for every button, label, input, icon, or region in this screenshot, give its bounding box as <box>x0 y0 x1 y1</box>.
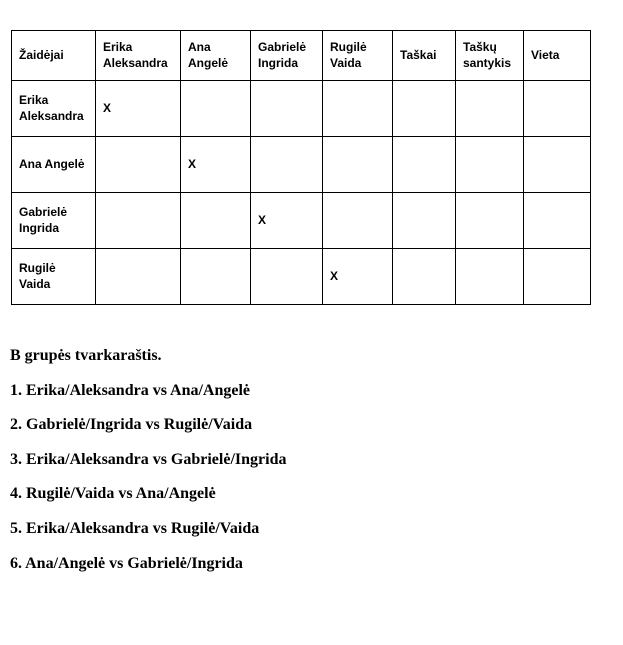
result-cell: X <box>323 249 393 305</box>
place-cell <box>524 81 591 137</box>
result-cell <box>181 193 251 249</box>
schedule-item-1: 1. Erika/Aleksandra vs Ana/Angelė <box>10 381 251 399</box>
header-place: Vieta <box>524 31 591 81</box>
result-cell <box>96 137 181 193</box>
place-cell <box>524 137 591 193</box>
header-points-ratio: Taškų santykis <box>456 31 524 81</box>
player-name-cell: Gabrielė Ingrida <box>12 193 96 249</box>
header-gabriele-ingrida: Gabrielė Ingrida <box>251 31 323 81</box>
result-cell <box>251 249 323 305</box>
schedule-title: B grupės tvarkaraštis. <box>10 347 162 364</box>
result-cell <box>181 81 251 137</box>
result-cell <box>96 193 181 249</box>
header-erika-aleksandra: Erika Aleksandra <box>96 31 181 81</box>
header-points: Taškai <box>393 31 456 81</box>
header-ana-angele: Ana Angelė <box>181 31 251 81</box>
points-cell <box>393 193 456 249</box>
schedule-item-3: 3. Erika/Aleksandra vs Gabrielė/Ingrida <box>10 450 287 468</box>
table-row-erika-aleksandra <box>12 81 591 137</box>
result-cell <box>96 249 181 305</box>
place-cell <box>524 249 591 305</box>
result-cell <box>181 249 251 305</box>
table-row-ana-angele <box>12 137 591 193</box>
points-ratio-cell <box>456 81 524 137</box>
result-cell: X <box>181 137 251 193</box>
header-players: Žaidėjai <box>12 31 96 81</box>
result-cell: X <box>251 193 323 249</box>
result-cell <box>323 137 393 193</box>
result-cell <box>251 137 323 193</box>
player-name-cell: Erika Aleksandra <box>12 81 96 137</box>
table-header-row <box>12 31 591 81</box>
points-cell <box>393 249 456 305</box>
schedule-item-2: 2. Gabrielė/Ingrida vs Rugilė/Vaida <box>10 416 253 434</box>
header-rugile-vaida: Rugilė Vaida <box>323 31 393 81</box>
result-cell <box>323 193 393 249</box>
points-cell <box>393 81 456 137</box>
points-ratio-cell <box>456 193 524 249</box>
result-cell <box>323 81 393 137</box>
table-row-rugile-vaida <box>12 249 591 305</box>
points-cell <box>393 137 456 193</box>
schedule-item-5: 5. Erika/Aleksandra vs Rugilė/Vaida <box>10 519 260 537</box>
schedule-item-6: 6. Ana/Angelė vs Gabrielė/Ingrida <box>10 554 243 572</box>
points-ratio-cell <box>456 137 524 193</box>
player-name-cell: Ana Angelė <box>12 137 96 193</box>
table-row-gabriele-ingrida <box>12 193 591 249</box>
result-cell: X <box>96 81 181 137</box>
place-cell <box>524 193 591 249</box>
schedule-item-4: 4. Rugilė/Vaida vs Ana/Angelė <box>10 485 216 503</box>
player-name-cell: Rugilė Vaida <box>12 249 96 305</box>
schedule-section <box>10 347 570 589</box>
group-b-results-table <box>11 30 591 305</box>
result-cell <box>251 81 323 137</box>
points-ratio-cell <box>456 249 524 305</box>
